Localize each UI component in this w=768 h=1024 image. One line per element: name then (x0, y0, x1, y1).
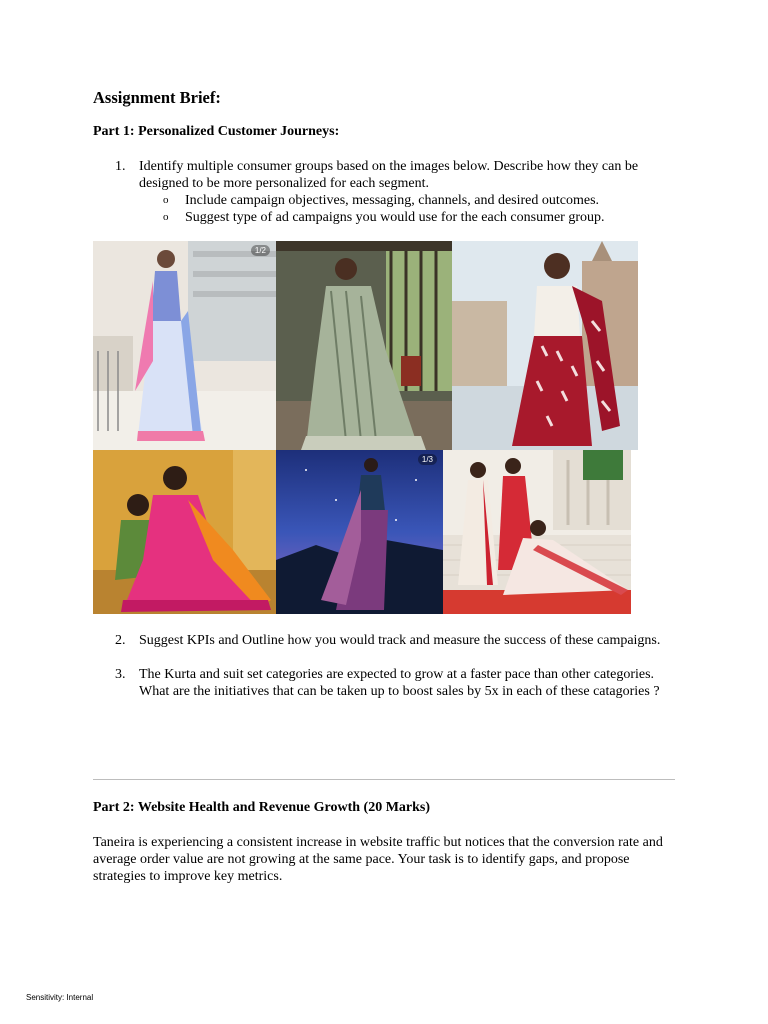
section-divider (93, 779, 675, 780)
photo-saree-green-seated (276, 241, 452, 450)
sub-bullet-text: Include campaign objectives, messaging, channels, and desired outcomes. (185, 193, 600, 208)
list-number: 2. (115, 633, 126, 648)
part1-heading: Part 1: Personalized Customer Journeys: (93, 124, 340, 139)
photo-saree-blue-pink (93, 241, 276, 450)
list-number: 3. (115, 667, 126, 682)
photo-saree-pink-duo (93, 450, 276, 614)
assignment-title: Assignment Brief: (93, 88, 221, 107)
carousel-badge: 1/3 (418, 454, 437, 465)
list-text: Suggest KPIs and Outline how you would track and measure the success of these campaigns. (139, 633, 661, 648)
list-text: Identify multiple consumer groups based on the images below. Describe how they can be designed to be more personalized for each segment. (139, 159, 639, 191)
carousel-badge: 1/2 (251, 245, 270, 256)
photo-saree-night-sky (276, 450, 443, 614)
photo-saree-white-red-group (443, 450, 631, 614)
sub-bullet-text: Suggest type of ad campaigns you would use for the each consumer group. (185, 210, 605, 225)
sensitivity-footer: Sensitivity: Internal (26, 993, 94, 1002)
part2-paragraph: Taneira is experiencing a consistent increase in website traffic but notices that the conversion rate and average order value are not growing at the same pace. Your task is to identify gaps, and propose strategies to improve key metrics. (93, 835, 663, 884)
bullet-icon: o (163, 211, 169, 223)
list-text: The Kurta and suit set categories are expected to grow at a faster pace than other categories. What are the initiatives that can be taken up to boost sales by 5x in each of these catagories ? (139, 667, 660, 699)
part2-heading: Part 2: Website Health and Revenue Growth (20 Marks) (93, 800, 431, 815)
list-number: 1. (115, 159, 126, 174)
bullet-icon: o (163, 194, 169, 206)
photo-saree-red-city (452, 241, 638, 450)
